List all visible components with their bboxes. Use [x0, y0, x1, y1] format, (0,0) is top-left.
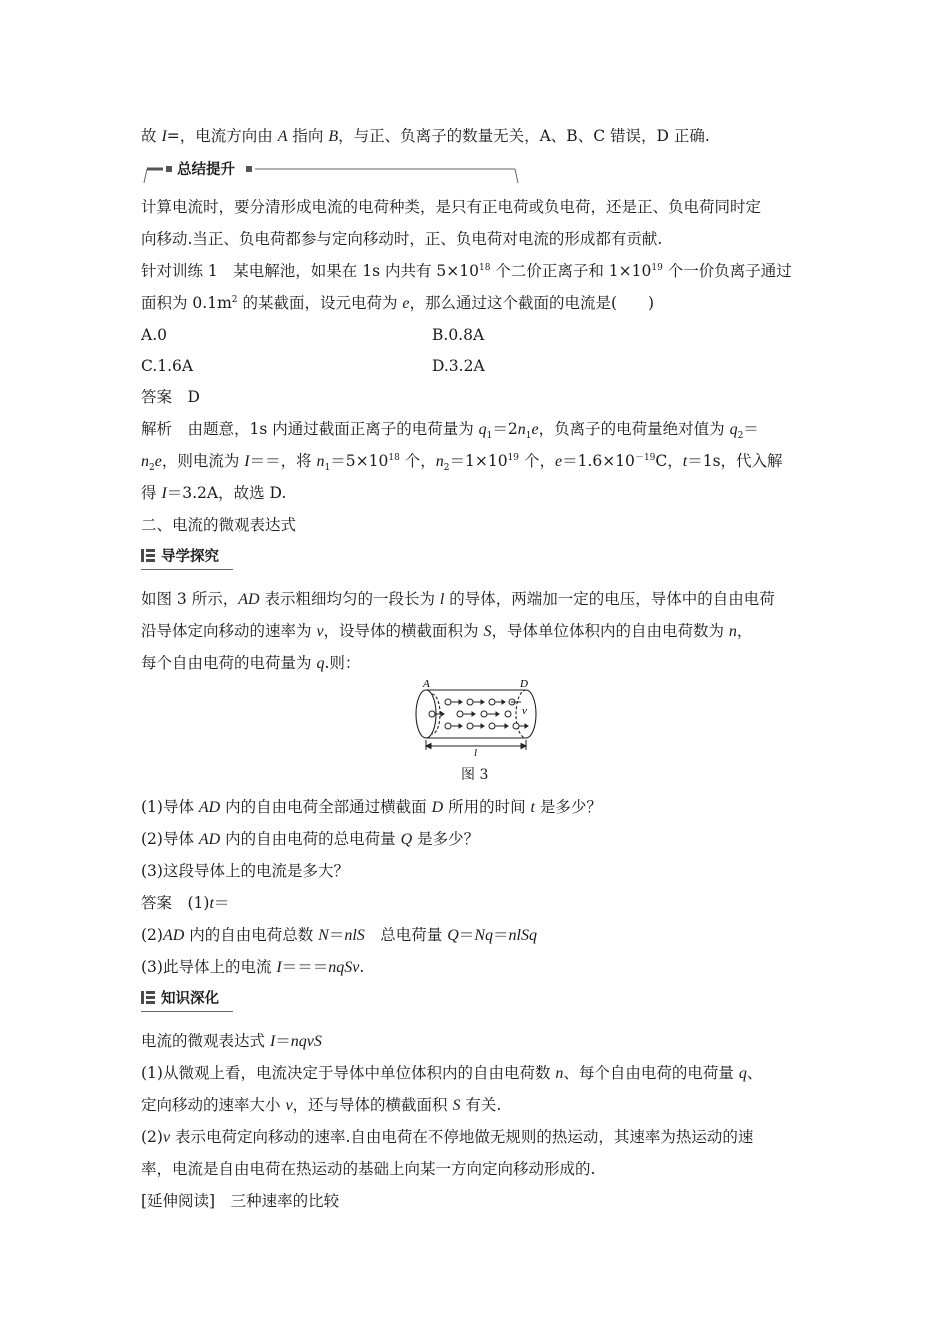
section-heading: 二、电流的微观表达式 [141, 516, 297, 534]
text-line: 每个自由电荷的电荷量为 q.则： [141, 654, 361, 672]
list-icon [141, 991, 155, 1004]
question-line: (1)导体 AD 内的自由电荷全部通过横截面 D 所用的时间 t 是多少？ [141, 798, 602, 816]
summary-title: 总结提升 [177, 162, 235, 178]
question-line: (3)这段导体上的电流是多大？ [141, 862, 349, 880]
text-line: 如图 3 所示，AD 表示粗细均匀的一段长为 l 的导体，两端加一定的电压，导体中的自由电荷 [141, 590, 775, 608]
answer-line: 答案 (1)t＝ [141, 894, 230, 912]
answer-line: (2)AD 内的自由电荷总数 N＝nlS 总电荷量 Q＝Nq＝nlSq [141, 926, 537, 944]
analysis-line: 得 I＝3.2A，故选 D. [141, 484, 287, 502]
text-line: 沿导体定向移动的速率为 v，设导体的横截面积为 S，导体单位体积内的自由电荷数为 n， [141, 622, 753, 640]
text-line: 故 I=，电流方向由 A 指向 B，与正、负离子的数量无关，A、B、C 错误，D 正确. [141, 127, 710, 145]
header-underline [141, 1011, 233, 1012]
conductor-figure [408, 678, 548, 758]
deep-header [141, 984, 219, 1010]
option-b: B.0.8A [432, 326, 485, 344]
question-line: 针对训练 1 某电解池，如果在 1s 内共有 $5\times 10^{18}$ 个二价正离子和 $1\times 10^{19}$ 个一价负离子通过 [141, 262, 792, 280]
text-line: 电流的微观表达式 I＝nqvS [141, 1032, 322, 1050]
guide-header [141, 542, 219, 568]
option-a: A.0 [141, 326, 167, 344]
text-line: 计算电流时，要分清形成电流的电荷种类，是只有正电荷或负电荷，还是正、负电荷同时定 [141, 198, 762, 216]
question-line: (2)导体 AD 内的自由电荷的总电荷量 Q 是多少？ [141, 830, 480, 848]
guide-title: 导学探究 [161, 548, 219, 565]
option-d: D.3.2A [432, 357, 485, 375]
analysis-line: $n_2e$，则电流为 I＝＝，将 $n_1=5\times 10^{18}$ 个，$n_2=1\times 10^{19}$ 个，$e=1.6\times 10^{-19}C$，t＝1s，代入解 [141, 452, 783, 474]
option-c: C.1.6A [141, 357, 194, 375]
deep-title: 知识深化 [161, 990, 219, 1007]
figure-caption: 图 3 [461, 767, 489, 783]
label-a: A [423, 678, 430, 690]
header-underline [141, 569, 233, 570]
text-line: (2)v 表示电荷定向移动的速率.自由电荷在不停地做无规则的热运动，其速率为热运动的速 [141, 1128, 754, 1146]
list-icon [141, 549, 155, 562]
text-line: 定向移动的速率大小 v，还与导体的横截面积 S 有关. [141, 1096, 502, 1114]
text-line: 率，电流是自由电荷在热运动的基础上向某一方向定向移动形成的. [141, 1160, 596, 1178]
label-l: l [474, 747, 478, 758]
answer-line: (3)此导体上的电流 I＝＝＝nqSv. [141, 958, 365, 976]
extended-reading: [延伸阅读] 三种速率的比较 [141, 1192, 340, 1210]
text-line: (1)从微观上看，电流决定于导体中单位体积内的自由电荷数 n、每个自由电荷的电荷量 q、 [141, 1064, 763, 1082]
text-line: 向移动.当正、负电荷都参与定向移动时，正、负电荷对电流的形成都有贡献. [141, 230, 663, 248]
summary-header [141, 155, 521, 185]
analysis-line: 解析 由题意，1s 内通过截面正离子的电荷量为 $q_1=2n_1e$，负离子的电荷量绝对值为 $q_2=$ [141, 420, 759, 442]
label-v: v [522, 705, 527, 717]
label-d: D [520, 678, 528, 690]
question-line: 面积为 $0.1m^2$ 的某截面，设元电荷为 e，那么通过这个截面的电流是( ) [141, 294, 655, 312]
answer-line: 答案 D [141, 388, 200, 406]
